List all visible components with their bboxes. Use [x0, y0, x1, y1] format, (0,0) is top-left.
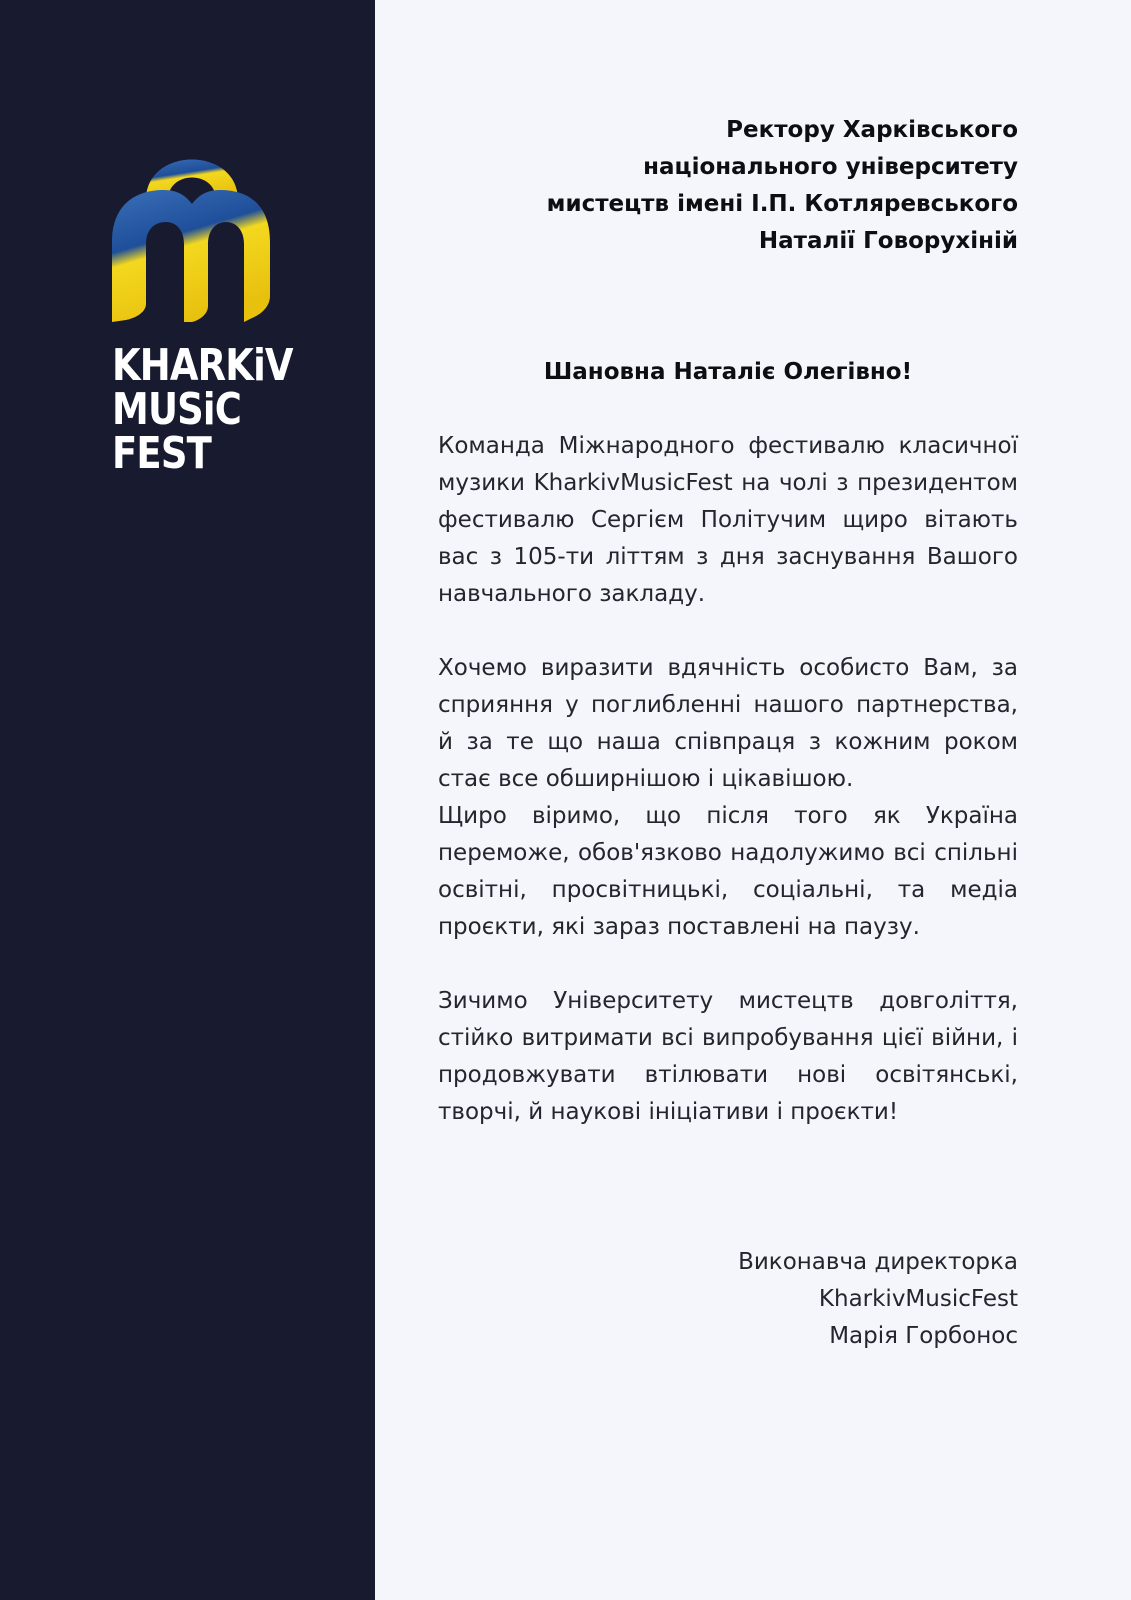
paragraph: Зичимо Університету мистецтв довголіття, стійко витримати всі випробування цієї війни, і продовжувати втілювати нові освітянські, творчі, й наукові ініціативи і проєкти! — [438, 988, 1018, 1125]
logo-line: KHARKiV — [112, 340, 293, 391]
letter-content — [438, 0, 1018, 1600]
kharkiv-music-fest-logo-icon — [112, 126, 272, 322]
recipient-line: Наталії Говорухіній — [758, 228, 1018, 254]
logo-wordmark — [112, 340, 293, 479]
letter-body — [438, 428, 1018, 1131]
signature-name: Марія Горбонос — [829, 1323, 1018, 1349]
logo-line: MUSiC — [112, 384, 242, 435]
paragraph: Хочемо виразити вдячність особисто Вам, за сприяння у поглибленні нашого партнерства, й за те що наша співпраця з кожним роком стає все обширнішою і цікавішою. — [438, 655, 1018, 792]
paragraph: Щиро віримо, що після того як Україна переможе, обов'язково надолужимо всі спільні освітні, просвітницькі, соціальні, та медіа проєкти, які зараз поставлені на паузу. — [438, 803, 1018, 940]
recipient-line: мистецтв імені І.П. Котляревського — [546, 191, 1018, 217]
festival-logo — [112, 126, 293, 479]
recipient-line: Ректору Харківського — [726, 117, 1018, 143]
signature-org: KharkivMusicFest — [818, 1286, 1018, 1312]
logo-line: FEST — [112, 428, 211, 479]
signature-title: Виконавча директорка — [738, 1249, 1018, 1275]
paragraph: Команда Міжнародного фестивалю класичної музики KharkivMusicFest на чолі з президентом фестивалю Сергієм Політучим щиро вітають вас з 105-ти літтям з дня заснування Вашого навчального закладу. — [438, 433, 1018, 607]
signature-block — [738, 1244, 1018, 1355]
greeting: Шановна Наталіє Олегівно! — [543, 359, 913, 385]
recipient-block — [547, 112, 1018, 260]
recipient-line: національного університету — [643, 154, 1018, 180]
sidebar — [0, 0, 375, 1600]
